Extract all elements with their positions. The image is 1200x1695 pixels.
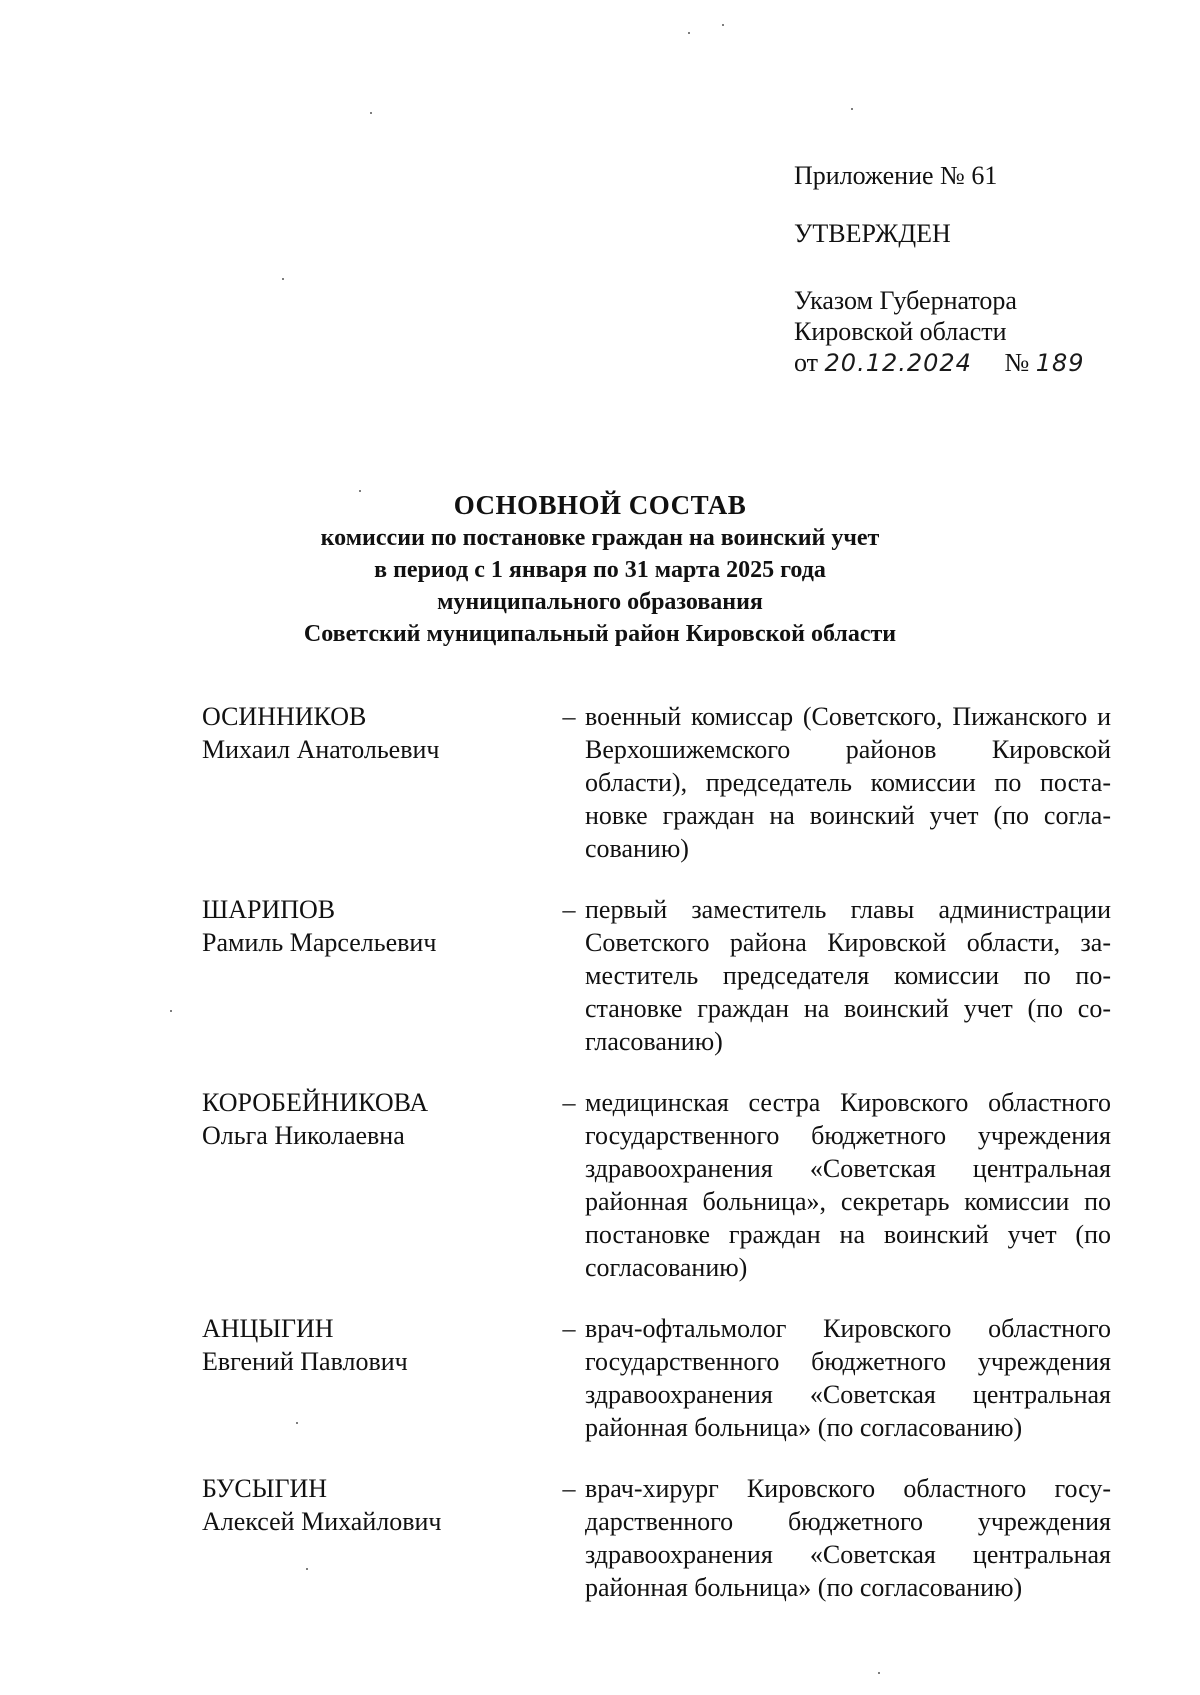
scan-speck: [296, 1422, 298, 1424]
member-entry: [202, 700, 1112, 865]
member-given-name: Рамиль Марсельевич: [202, 928, 437, 957]
decree-date-line: [794, 347, 1085, 379]
member-entry: [202, 1472, 1112, 1604]
member-name: [202, 1086, 552, 1284]
scan-speck: [370, 112, 372, 114]
approved-label: УТВЕРЖДЕН: [794, 219, 951, 248]
heading-line-2: в период с 1 января по 31 марта 2025 года: [374, 557, 826, 583]
appendix-number: Приложение № 61: [794, 161, 998, 190]
scan-speck: [722, 24, 724, 26]
handwritten-number: 189: [1035, 349, 1085, 377]
decree-line-1: Указом Губернатора: [794, 286, 1017, 315]
member-entry: [202, 1312, 1112, 1444]
member-surname: ОСИННИКОВ: [202, 702, 367, 731]
member-entry: [202, 1086, 1112, 1284]
document-heading: [0, 488, 1200, 650]
scan-speck: [170, 1010, 172, 1012]
approval-block: [794, 160, 1085, 379]
scan-speck: [688, 32, 690, 34]
scan-speck: [282, 278, 284, 280]
member-given-name: Евгений Павлович: [202, 1347, 408, 1376]
member-surname: БУСЫГИН: [202, 1474, 328, 1503]
scan-speck: [306, 1568, 308, 1570]
heading-line-1: комиссии по постановке граждан на воинский учет: [320, 525, 880, 551]
member-name: [202, 1472, 552, 1604]
member-list: [202, 700, 1112, 1604]
number-prefix: №: [1004, 348, 1030, 377]
member-given-name: Алексей Михайлович: [202, 1507, 442, 1536]
heading-line-4: Советский муниципальный район Кировской области: [303, 621, 897, 647]
heading-line-3: муниципального образования: [437, 589, 763, 615]
member-name: [202, 700, 552, 865]
member-given-name: Ольга Николаевна: [202, 1121, 405, 1150]
member-name: [202, 893, 552, 1058]
member-role: военный комиссар (Советского, Пижанского и Верхошижемского районов Кировской области), председатель комиссии по постановке граждан на воинский учет (по согласованию): [585, 702, 1111, 863]
member-dash: –: [562, 1088, 576, 1117]
document-title: ОСНОВНОЙ СОСТАВ: [453, 490, 747, 520]
member-dash: –: [562, 1314, 576, 1343]
member-surname: АНЦЫГИН: [202, 1314, 334, 1343]
member-role: медицинская сестра Кировского областного государственного бюджетного учреждения здравоохранения «Советская центральная районная больница», секретарь комиссии по постановке граждан на воинский учет (по согласованию): [585, 1088, 1111, 1282]
member-entry: [202, 893, 1112, 1058]
member-surname: ШАРИПОВ: [202, 895, 336, 924]
member-dash: –: [562, 1474, 576, 1503]
member-role: врач-хирург Кировского областного государственного бюджетного учреждения здравоохранения «Советская центральная районная больница» (по согласованию): [585, 1474, 1111, 1602]
member-name: [202, 1312, 552, 1444]
handwritten-date: 20.12.2024: [824, 349, 972, 377]
scan-speck: [851, 108, 853, 110]
scan-speck: [359, 490, 361, 492]
scan-speck: [878, 1672, 880, 1674]
member-role: первый заместитель главы администрации Советского района Кировской области, заместитель председателя комиссии по постановке граждан на воинский учет (по согласованию): [585, 895, 1111, 1056]
member-given-name: Михаил Анатольевич: [202, 735, 440, 764]
member-surname: КОРОБЕЙНИКОВА: [202, 1088, 429, 1117]
member-role: врач-офтальмолог Кировского областного государственного бюджетного учреждения здравоохранения «Советская центральная районная больница» (по согласованию): [585, 1314, 1111, 1442]
date-prefix: от: [794, 348, 819, 377]
member-dash: –: [562, 895, 576, 924]
decree-line-2: Кировской области: [794, 317, 1007, 346]
member-dash: –: [562, 702, 576, 731]
